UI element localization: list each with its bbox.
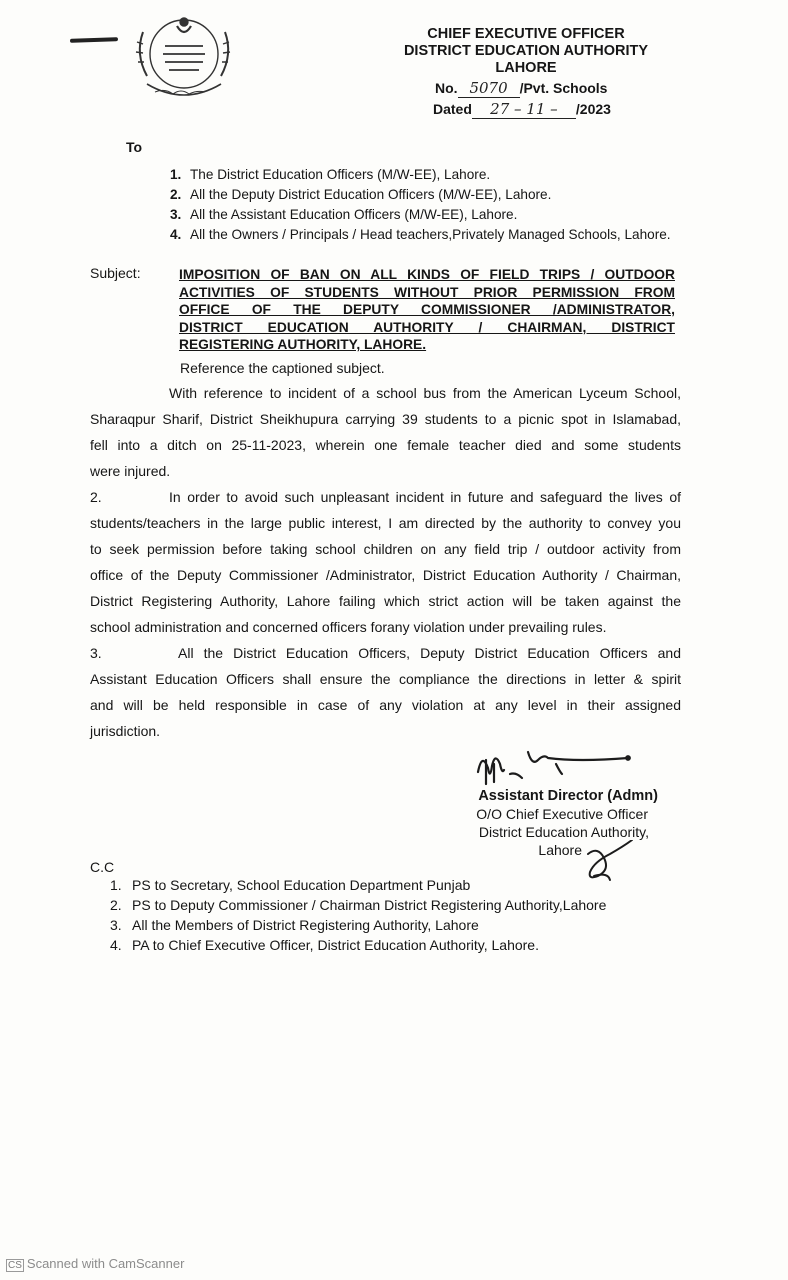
list-item: 1. PS to Secretary, School Education Department Punjab xyxy=(110,877,471,893)
list-item: 4. All the Owners / Principals / Head teachers,Privately Managed Schools, Lahore. xyxy=(170,227,671,242)
paragraph-number: 3. xyxy=(90,645,102,661)
list-item: 1. The District Education Officers (M/W-EE), Lahore. xyxy=(170,167,491,182)
subject-label: Subject: xyxy=(90,265,141,281)
subject-line: OFFICE OF THE DEPUTY COMMISSIONER /ADMINISTRATOR, xyxy=(179,302,675,318)
list-item: 4. PA to Chief Executive Officer, District Education Authority, Lahore. xyxy=(110,937,539,953)
addressee-list xyxy=(170,165,673,244)
handwritten-signature xyxy=(470,742,640,792)
authority-title: DISTRICT EDUCATION AUTHORITY xyxy=(403,43,649,59)
list-item: 3. All the Members of District Registering Authority, Lahore xyxy=(110,917,479,933)
to-label: To xyxy=(126,139,143,155)
list-item: 2. PS to Deputy Commissioner / Chairman District Registering Authority,Lahore xyxy=(110,897,607,913)
letter-number: No. 5070 /Pvt. Schools xyxy=(435,79,608,97)
list-item: 3. All the Assistant Education Officers (M/W-EE), Lahore. xyxy=(170,207,518,222)
punjab-emblem-logo xyxy=(125,12,243,104)
cc-label: C.C xyxy=(90,859,115,875)
signatory-authority: District Education Authority, xyxy=(478,824,649,840)
signatory-office: O/O Chief Executive Officer xyxy=(476,806,648,822)
reference-line: Reference the captioned subject. xyxy=(180,360,385,376)
paragraph-1: With reference to incident of a school bus from the American Lyceum School, Sharaqpur Sharif, District Sheikhupura carrying 39 students to a picnic spot in Islamabad, fell into a ditch on 25-11-2023, wherein one female teacher died and some students were injured. xyxy=(90,385,681,479)
subject-line: REGISTERING AUTHORITY, LAHORE. xyxy=(179,337,427,353)
letter-date: Dated 27 – 11 – /2023 xyxy=(433,100,611,118)
list-item: 2. All the Deputy District Education Officers (M/W-EE), Lahore. xyxy=(170,187,552,202)
handwritten-date: 27 – 11 – xyxy=(472,100,576,119)
subject-line: ACTIVITIES OF STUDENTS WITHOUT PRIOR PERMISSION FROM xyxy=(179,284,675,300)
paragraph-number: 2. xyxy=(90,489,102,505)
subject-line: IMPOSITION OF BAN ON ALL KINDS OF FIELD TRIPS / OUTDOOR xyxy=(179,267,675,282)
paragraph-3: 3. All the District Education Officers, Deputy District Education Officers and Assistant Education Officers shall ensure the compliance the directions in letter & spirit and will be held responsible in case of any violation at any level in their assigned jurisdiction. xyxy=(90,640,681,744)
signatory-title: Assistant Director (Admn) xyxy=(478,788,658,804)
camscanner-icon: CS xyxy=(8,1260,22,1271)
office-title: CHIEF EXECUTIVE OFFICER xyxy=(427,26,625,42)
signatory-city: Lahore xyxy=(538,842,582,858)
cc-list xyxy=(110,875,670,955)
city-title: LAHORE xyxy=(495,60,557,76)
scanner-watermark: CS Scanned with CamScanner xyxy=(8,1256,185,1271)
dash-mark xyxy=(70,37,118,43)
handwritten-number: 5070 xyxy=(458,79,520,98)
subject-text xyxy=(179,266,675,354)
subject-line: DISTRICT EDUCATION AUTHORITY / CHAIRMAN, DISTRICT xyxy=(179,319,675,335)
paragraph-2: 2. In order to avoid such unpleasant incident in future and safeguard the lives of students/teachers in the large public interest, I am directed by the authority to convey you to seek permission before taking school children on any field trip / outdoor activity from office of the Deputy Commissioner /Administrator, District Education Authority / Chairman, District Registering Authority, Lahore failing which strict action will be taken against the school administration and concerned officers forany violation under prevailing rules. xyxy=(90,484,681,640)
